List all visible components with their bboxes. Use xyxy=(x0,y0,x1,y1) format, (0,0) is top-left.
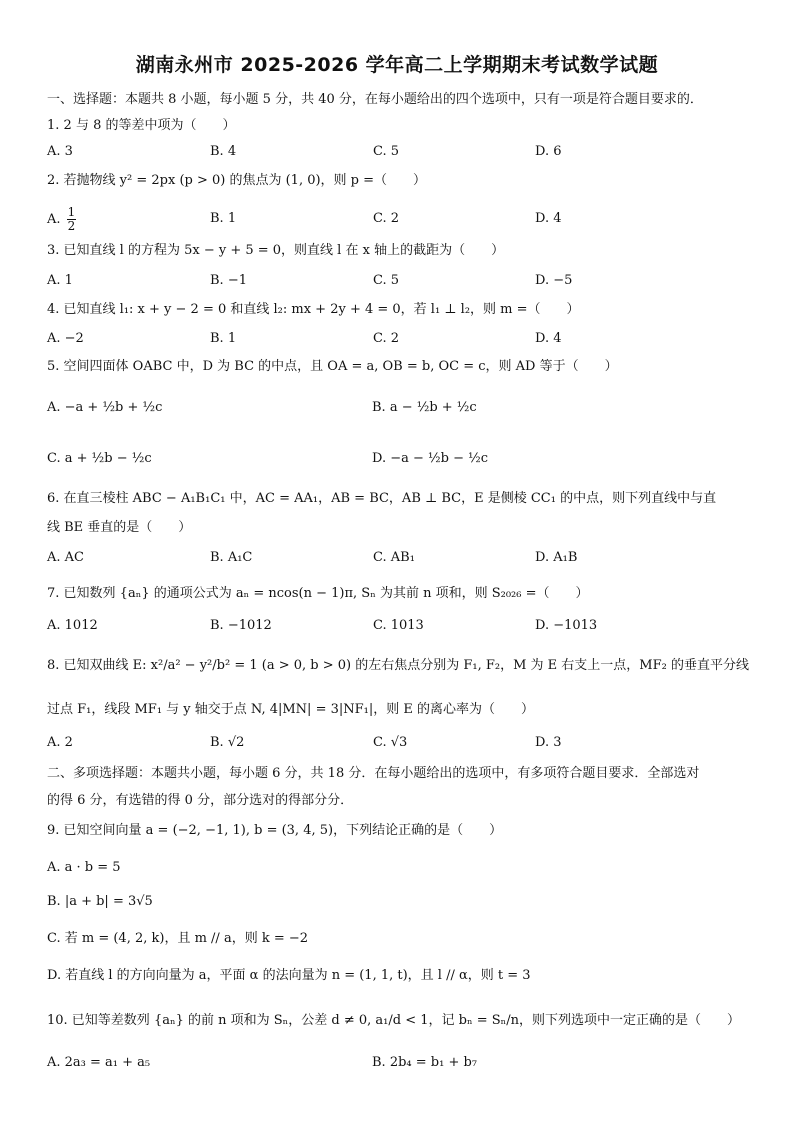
question-10-stem: 10. 已知等差数列 {aₙ} 的前 n 项和为 Sₙ，公差 d ≠ 0, a₁/d < 1，记 bₙ = Sₙ/n，则下列选项中一定正确的是（ ） xyxy=(47,1013,741,1028)
q9-option-a: A. a · b = 5 xyxy=(47,860,121,875)
question-7-options xyxy=(47,617,757,637)
question-5-options-row2 xyxy=(47,450,757,470)
question-7-stem: 7. 已知数列 {aₙ} 的通项公式为 aₙ = ncos(n − 1)π, Sₙ 为其前 n 项和，则 S₂₀₂₆ =（ ） xyxy=(47,586,589,601)
q6-option-c: C. AB₁ xyxy=(373,550,415,565)
q4-option-b: B. 1 xyxy=(210,331,237,346)
question-6-stem-line2: 线 BE 垂直的是（ ） xyxy=(47,520,192,535)
page-title: 湖南永州市 2025-2026 学年高二上学期期末考试数学试题 xyxy=(135,54,659,76)
q2-option-c: C. 2 xyxy=(373,211,400,226)
q7-option-a: A. 1012 xyxy=(47,618,98,633)
q4-option-c: C. 2 xyxy=(373,331,400,346)
q9-option-b: B. |a + b| = 3√5 xyxy=(47,894,153,909)
q5-option-b: B. a − ½b + ½c xyxy=(372,400,477,415)
section-heading-single-choice: 一、选择题：本题共 8 小题，每小题 5 分，共 40 分，在每小题给出的四个选项中，只有一项是符合题目要求的． xyxy=(47,92,703,107)
q5-option-c: C. a + ½b − ½c xyxy=(47,451,152,466)
q7-option-d: D. −1013 xyxy=(535,618,598,633)
question-10-options xyxy=(47,1054,757,1074)
q2-option-a-fraction xyxy=(67,206,77,233)
q8-option-c: C. √3 xyxy=(373,735,408,750)
question-2-stem: 2. 若抛物线 y² = 2px (p > 0) 的焦点为 (1, 0)，则 p =（ ） xyxy=(47,173,427,188)
q8-option-d: D. 3 xyxy=(535,735,562,750)
q5-option-d: D. −a − ½b − ½c xyxy=(372,451,488,466)
q2-option-a-label: A. xyxy=(47,212,61,227)
q5-option-a: A. −a + ½b + ½c xyxy=(47,400,163,415)
q3-option-b: B. −1 xyxy=(210,273,247,288)
question-3-stem: 3. 已知直线 l 的方程为 5x − y + 5 = 0，则直线 l 在 x 轴上的截距为（ ） xyxy=(47,243,505,258)
question-4-stem: 4. 已知直线 l₁: x + y − 2 = 0 和直线 l₂: mx + 2y + 4 = 0，若 l₁ ⊥ l₂，则 m =（ ） xyxy=(47,302,580,317)
q9-option-d: D. 若直线 l 的方向向量为 a，平面 α 的法向量为 n = (1, 1, t)，且 l // α，则 t = 3 xyxy=(47,968,531,983)
q8-option-a: A. 2 xyxy=(47,735,73,750)
question-3-options xyxy=(47,272,757,292)
q1-option-b: B. 4 xyxy=(210,144,237,159)
q3-option-d: D. −5 xyxy=(535,273,573,288)
question-1-options xyxy=(47,143,757,163)
q3-option-a: A. 1 xyxy=(47,273,73,288)
q2-a-denominator: 2 xyxy=(67,219,76,233)
question-4-options xyxy=(47,330,757,350)
q6-option-a: A. AC xyxy=(47,550,84,565)
q2-option-b: B. 1 xyxy=(210,211,237,226)
question-6-stem-line1: 6. 在直三棱柱 ABC − A₁B₁C₁ 中，AC = AA₁，AB = BC，AB ⊥ BC，E 是侧棱 CC₁ 的中点，则下列直线中与直 xyxy=(47,491,717,506)
question-8-stem-line2: 过点 F₁，线段 MF₁ 与 y 轴交于点 N, 4|MN| = 3|NF₁|，则 E 的离心率为（ ） xyxy=(47,702,534,717)
question-2-options xyxy=(47,206,757,236)
q4-option-a: A. −2 xyxy=(47,331,84,346)
q6-option-b: B. A₁C xyxy=(210,550,253,565)
q7-option-c: C. 1013 xyxy=(373,618,424,633)
q2-a-numerator: 1 xyxy=(67,205,76,219)
question-8-stem-line1: 8. 已知双曲线 E: x²/a² − y²/b² = 1 (a > 0, b > 0) 的左右焦点分别为 F₁, F₂，M 为 E 右支上一点，MF₂ 的垂直平分线 xyxy=(47,658,749,673)
question-5-options-row1 xyxy=(47,399,757,419)
question-8-options xyxy=(47,734,757,754)
q1-option-a: A. 3 xyxy=(47,144,73,159)
section-heading-multi-choice-line2: 的得 6 分，有选错的得 0 分，部分选对的得部分分． xyxy=(47,793,354,808)
q10-option-b: B. 2b₄ = b₁ + b₇ xyxy=(372,1055,478,1070)
q10-option-a: A. 2a₃ = a₁ + a₅ xyxy=(47,1055,151,1070)
q9-option-c: C. 若 m = (4, 2, k)，且 m // a，则 k = −2 xyxy=(47,931,309,946)
q1-option-d: D. 6 xyxy=(535,144,562,159)
q2-option-d: D. 4 xyxy=(535,211,562,226)
question-6-options xyxy=(47,549,757,569)
question-1-stem: 1. 2 与 8 的等差中项为（ ） xyxy=(47,118,236,133)
q3-option-c: C. 5 xyxy=(373,273,400,288)
question-5-stem: 5. 空间四面体 OABC 中，D 为 BC 的中点，且 OA = a, OB = b, OC = c，则 AD 等于（ ） xyxy=(47,359,618,374)
question-9-stem: 9. 已知空间向量 a = (−2, −1, 1), b = (3, 4, 5)，下列结论正确的是（ ） xyxy=(47,823,503,838)
q7-option-b: B. −1012 xyxy=(210,618,272,633)
q8-option-b: B. √2 xyxy=(210,735,245,750)
section-heading-multi-choice-line1: 二、多项选择题：本题共小题，每小题 6 分，共 18 分．在每小题给出的选项中，有多项符合题目要求．全部选对 xyxy=(47,766,700,781)
q1-option-c: C. 5 xyxy=(373,144,400,159)
q6-option-d: D. A₁B xyxy=(535,550,578,565)
q2-option-a xyxy=(47,206,78,233)
q4-option-d: D. 4 xyxy=(535,331,562,346)
